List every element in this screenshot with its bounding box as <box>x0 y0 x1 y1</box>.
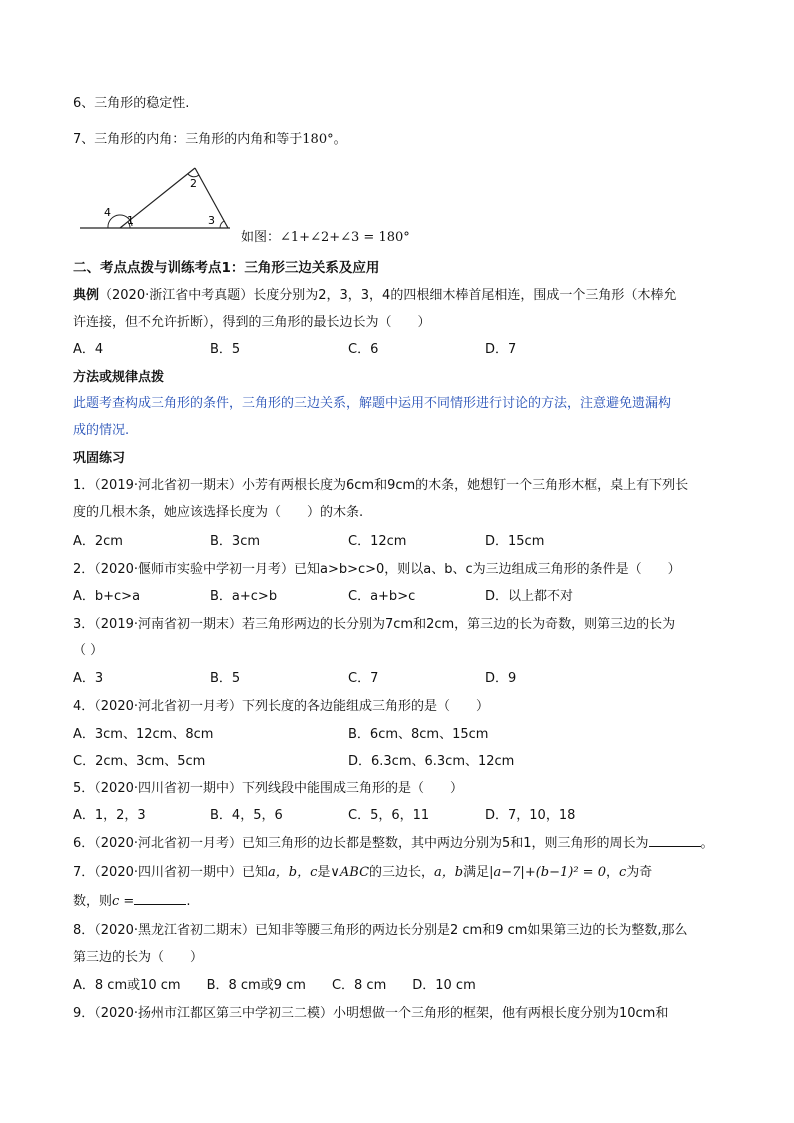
q4-option-d: D．6.3cm、6.3cm、12cm <box>348 754 515 769</box>
angle-3-arc <box>220 221 224 228</box>
angle-label-1: 1 <box>127 214 134 227</box>
q5-option-a: A．1，2，3 <box>73 808 146 823</box>
q6-line-1 <box>73 834 714 854</box>
q7-part1: 7．（2020·四川省初一期中）已知 <box>73 865 268 880</box>
q7-part2: 是 <box>317 865 331 880</box>
item-7 <box>73 130 347 150</box>
q7-line2-var: c = <box>112 894 135 909</box>
figure-caption <box>241 228 410 248</box>
angle-label-2: 2 <box>190 177 197 190</box>
q8-options: A．8 cm或10 cm B．8 cm或9 cm C．8 cm D．10 cm <box>73 978 476 993</box>
q4-option-b: B．6cm、8cm、15cm <box>348 727 489 742</box>
item-7-value: 180°。 <box>302 132 347 147</box>
q2-line-1: 2．（2020·偃师市实验中学初一月考）已知a>b>c>0，则以a、b、c为三边组成三角形的条件是（ ） <box>73 562 681 577</box>
figure-caption-formula: ∠1+∠2+∠3 = 180° <box>280 230 410 245</box>
q1-option-d: D．15cm <box>485 534 545 549</box>
q1-line-1: 1．（2019·河北省初一期末）小芳有两根长度为6cm和9cm的木条，她想钉一个三角形木框，桌上有下列长 <box>73 478 689 493</box>
q2-option-d: D．以上都不对 <box>485 589 574 604</box>
method-title: 方法或规律点拨 <box>73 370 165 385</box>
figure-caption-prefix: 如图： <box>241 230 281 245</box>
item-7-text: 7、三角形的内角：三角形的内角和等于 <box>73 132 303 147</box>
item-6: 6、三角形的稳定性. <box>73 96 190 111</box>
q7-part3: 的三边长， <box>369 865 435 880</box>
q3-option-d: D．9 <box>485 671 517 686</box>
q6-text: 6．（2020·河北省初一月考）已知三角形的边长都是整数，其中两边分别为5和1，则三角形的周长为 <box>73 836 649 851</box>
q3-option-a: A．3 <box>73 671 104 686</box>
q4-option-c: C．2cm、3cm、5cm <box>73 754 206 769</box>
q3-line-1: 3．（2019·河南省初一期末）若三角形两边的长分别为7cm和2cm，第三边的长为奇数，则第三边的长为 <box>73 617 676 632</box>
q7-line2-end: . <box>186 894 191 909</box>
q2-option-b: B．a+c>b <box>210 589 278 604</box>
practice-title: 巩固练习 <box>73 451 126 466</box>
angle-label-4: 4 <box>104 206 111 219</box>
q3-option-c: C．7 <box>348 671 379 686</box>
section-title: 二、考点点拨与训练考点1：三角形三边关系及应用 <box>73 260 380 276</box>
method-text-2: 成的情况. <box>73 423 130 438</box>
q7-vars2: a，b <box>434 865 464 880</box>
q4-option-a: A．3cm、12cm、8cm <box>73 727 214 742</box>
q2-option-a: A．b+c>a <box>73 589 141 604</box>
example-text-1: （2020·浙江省中考真题）长度分别为2，3，3，4的四根细木棒首尾相连，围成一个三角形（木棒允 <box>99 288 677 303</box>
q5-option-c: C．5，6，11 <box>348 808 430 823</box>
example-label: 典例 <box>73 288 100 303</box>
q7-line-1 <box>73 863 652 883</box>
example-option-a: A．4 <box>73 342 104 357</box>
q5-option-b: B．4，5，6 <box>210 808 283 823</box>
q4-line-1: 4．（2020·河北省初一月考）下列长度的各边能组成三角形的是（ ） <box>73 699 489 714</box>
example-line-2: 许连接，但不允许折断），得到的三角形的最长边长为（ ） <box>73 315 431 330</box>
q8-line-1: 8．（2020·黑龙江省初二期末）已知非等腰三角形的两边长分别是2 cm和9 cm如果第三边的长为整数,那么 <box>73 923 688 938</box>
triangle-figure <box>80 160 250 235</box>
q1-line-2: 度的几根木条，她应该选择长度为（ ）的木条. <box>73 505 364 520</box>
q7-var-c: c <box>619 865 627 880</box>
example-option-c: C．6 <box>348 342 379 357</box>
q7-part5: ， <box>605 865 619 880</box>
q7-equation: |a−7|+(b−1)² = 0 <box>489 865 606 880</box>
q7-part4: 满足 <box>463 865 490 880</box>
q6-answer-blank <box>649 834 701 847</box>
q1-option-b: B．3cm <box>210 534 261 549</box>
q7-answer-blank <box>134 892 186 905</box>
q7-line-2 <box>73 892 190 912</box>
method-text-1: 此题考查构成三角形的条件，三角形的三边关系，解题中运用不同情形进行讨论的方法，注意避免遗漏构 <box>73 396 672 411</box>
q3-option-b: B．5 <box>210 671 241 686</box>
example-option-b: B．5 <box>210 342 241 357</box>
q8-line-2: 第三边的长为（ ） <box>73 950 204 965</box>
q3-line-2: （ ） <box>73 643 104 658</box>
q1-option-c: C．12cm <box>348 534 407 549</box>
q2-option-c: C．a+b>c <box>348 589 416 604</box>
q7-vars: a，b，c <box>268 865 318 880</box>
angle-label-3: 3 <box>208 214 215 227</box>
example-line-1 <box>73 286 676 306</box>
q7-part6: 为奇 <box>626 865 653 880</box>
q9-line-1: 9．（2020·扬州市江都区第三中学初三二模）小明想做一个三角形的框架，他有两根长度分别为10cm和 <box>73 1006 669 1021</box>
example-option-d: D．7 <box>485 342 517 357</box>
q5-option-d: D．7，10，18 <box>485 808 576 823</box>
q5-line-1: 5．（2020·四川省初一期中）下列线段中能围成三角形的是（ ） <box>73 781 463 796</box>
q1-option-a: A．2cm <box>73 534 123 549</box>
q7-line2-a: 数，则 <box>73 894 113 909</box>
q7-triangle: ∨ABC <box>330 865 370 880</box>
q6-end: 。 <box>700 836 714 851</box>
